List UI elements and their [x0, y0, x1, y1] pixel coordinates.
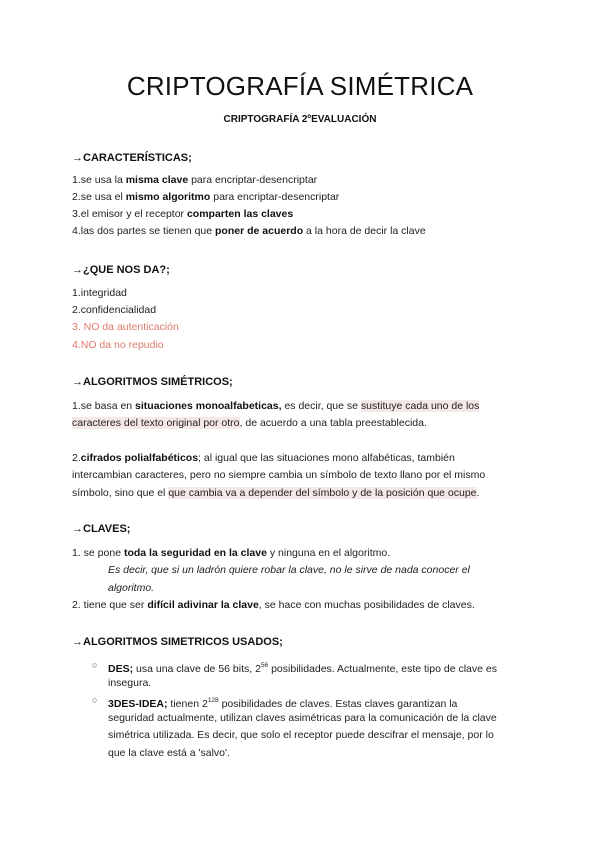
list-item: 2.confidencialidad: [72, 304, 157, 316]
list-item-3des: 3DES-IDEA; tienen $2^{128}$ posibilidades de claves. Estas claves garantizan la: [108, 697, 458, 710]
paragraph-line: símbolo, sino que el que cambia va a depender del símbolo y de la posición que ocupe.: [72, 487, 480, 499]
list-item-3des-cont: seguridad actualmente, utilizan claves asimétricas para la comunicación de la clave: [108, 712, 497, 724]
list-item-negative: 4.NO da no repudio: [72, 339, 164, 351]
highlight: que cambia va a depender del símbolo y de la posición que ocupe: [168, 487, 477, 499]
list-item: 3.el emisor y el receptor comparten las claves: [72, 208, 294, 220]
list-item-3des-cont: simétrica utilizada. Es decir, que solo el receptor puede descifrar el mensaje, por lo: [108, 729, 494, 741]
italic-note: Es decir, que si un ladrón quiere robar la clave, no le sirve de nada conocer el: [108, 564, 470, 576]
paragraph-line: intercambian caracteres, pero no siempre cambia un símbolo de texto llano por el mismo: [72, 469, 486, 481]
italic-note: algoritmo.: [108, 582, 155, 594]
list-item: 2.se usa el mismo algoritmo para encriptar-desencriptar: [72, 191, 340, 203]
highlight: sustituye cada uno de los: [360, 400, 480, 412]
list-item-negative: 3. NO da autenticación: [72, 321, 179, 333]
heading-que-nos-da: →¿QUE NOS DA?;: [72, 264, 170, 276]
list-item: 1.integridad: [72, 287, 127, 299]
paragraph-line: 1.se basa en situaciones monoalfabeticas, es decir, que se sustituye cada uno de los: [72, 400, 480, 412]
list-item-des: DES; usa una clave de 56 bits, $2^{56}$ posibilidades. Actualmente, este tipo de clave es: [108, 662, 497, 675]
list-item: 1.se usa la misma clave para encriptar-desencriptar: [72, 174, 318, 186]
heading-caracteristicas: →CARACTERÍSTICAS;: [72, 152, 192, 164]
highlight: caracteres del texto original por otro: [72, 417, 240, 429]
page-subtitle: CRIPTOGRAFÍA 2ºEVALUACIÓN: [223, 114, 377, 125]
paragraph-line: caracteres del texto original por otro, de acuerdo a una tabla preestablecida.: [72, 417, 427, 429]
list-item: 2. tiene que ser difícil adivinar la clave, se hace con muchas posibilidades de claves.: [72, 599, 475, 611]
page-title: CRIPTOGRAFÍA SIMÉTRICA: [126, 71, 474, 101]
paragraph-line: 2.cifrados polialfabéticos; al igual que las situaciones mono alfabéticas, también: [72, 452, 455, 464]
list-item: 4.las dos partes se tienen que poner de acuerdo a la hora de decir la clave: [72, 225, 426, 237]
bullet-icon: ○: [92, 660, 98, 670]
heading-claves: →CLAVES;: [72, 523, 131, 535]
list-item: 1. se pone toda la seguridad en la clave y ninguna en el algoritmo.: [72, 547, 391, 559]
list-item-3des-cont: que la clave está a 'salvo'.: [108, 747, 230, 759]
bullet-icon: ○: [92, 695, 98, 705]
heading-algoritmos-usados: →ALGORITMOS SIMETRICOS USADOS;: [72, 636, 283, 648]
list-item-des-cont: insegura.: [108, 677, 152, 689]
heading-algoritmos: →ALGORITMOS SIMÉTRICOS;: [72, 376, 233, 388]
